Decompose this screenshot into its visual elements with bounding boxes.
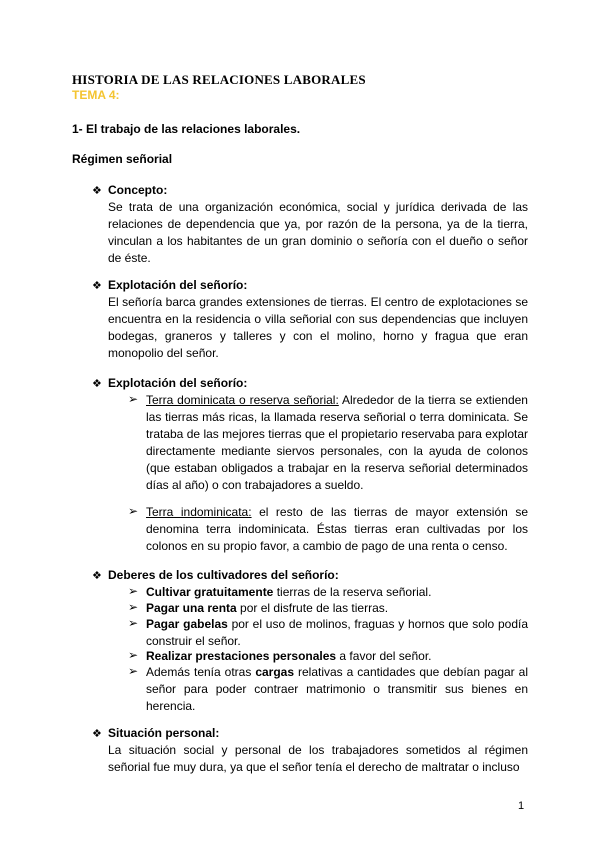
explotacion-text: El señoría barca grandes extensiones de tierras. El centro de explotaciones se encuentra en la residencia o villa señorial con sus dependencias que incluyen bodegas, graneros y talleres y con el molino, horno y fragua que eran monopolio del señor. [108, 295, 528, 360]
diamond-bullet-icon: ❖ [92, 378, 102, 390]
deber-bold: Realizar prestaciones personales [146, 649, 337, 663]
deber-text: relativas a cantidades que debían pagar al señor para poder contraer matrimonio o transmitir sus bienes en herencia. [146, 665, 528, 713]
deber-text: a favor del señor. [336, 649, 432, 663]
terra-dominicata-text: Alrededor de la tierra se extienden las tierras más ricas, la llamada reserva señorial o terra dominicata. Se trataba de las mejores tierras que el propietario reservaba para explotar directamente mediante siervos personales, con la ayuda de colonos (que estaban obligados a trabajar en la reserva señorial determinados días al año) o con trabajadores a sueldo. [146, 393, 528, 492]
deber-text: por el uso de molinos, fraguas y hornos que solo podía construir el señor. [146, 617, 528, 648]
deber-bold: Pagar una renta [146, 601, 237, 615]
document-title: HISTORIA DE LAS RELACIONES LABORALES [72, 72, 366, 87]
deber-bold: cargas [255, 665, 295, 679]
concepto-text: Se trata de una organización económica, social y jurídica derivada de las relaciones de dependencia que ya, por razón de la persona, ya de la tierra, vinculan a los habitantes de un gran dominio o señoría con el dueño o señor de éste. [108, 200, 528, 265]
page-number: 1 [518, 800, 525, 812]
arrow-bullet-icon: ➢ [128, 600, 139, 614]
arrow-bullet-icon: ➢ [128, 664, 139, 678]
situacion-text: La situación social y personal de los trabajadores sometidos al régimen señorial fue muy dura, ya que el señor tenía el derecho de maltratar o incluso [108, 743, 528, 774]
deber-item [146, 584, 528, 601]
concepto-heading: Concepto: [108, 183, 168, 197]
arrow-bullet-icon: ➢ [128, 584, 139, 598]
diamond-bullet-icon: ❖ [92, 570, 102, 582]
diamond-bullet-icon: ❖ [92, 185, 102, 197]
deberes-heading: Deberes de los cultivadores del señorío: [108, 568, 339, 582]
arrow-bullet-icon: ➢ [128, 392, 139, 406]
terra-indominicata-item [146, 504, 528, 555]
tema-label: TEMA 4: [72, 88, 120, 102]
terra-indominicata-term: Terra indominicata: [146, 505, 252, 519]
subsection-heading: Régimen señorial [72, 152, 173, 166]
terra-indominicata-text: el resto de las tierras de mayor extensión se denomina terra indominicata. Éstas tierras eran cultivadas por los colonos en su propio favor, a cambio de pago de una renta o censo. [146, 505, 528, 553]
deber-text: Además tenía otras [146, 665, 256, 679]
deber-item [146, 664, 528, 715]
deber-item [146, 648, 528, 665]
terra-dominicata-term: Terra dominicata o reserva señorial: [146, 393, 339, 407]
arrow-bullet-icon: ➢ [128, 504, 139, 518]
deber-item [146, 600, 528, 617]
terra-dominicata-item [146, 392, 528, 494]
deber-bold: Cultivar gratuitamente [146, 585, 274, 599]
section-heading: 1- El trabajo de las relaciones laborales. [72, 122, 301, 136]
diamond-bullet-icon: ❖ [92, 728, 102, 740]
situacion-heading: Situación personal: [108, 726, 220, 740]
deber-text: tierras de la reserva señorial. [273, 585, 432, 599]
deber-text: por el disfrute de las tierras. [236, 601, 389, 615]
explotacion-heading-2: Explotación del señorío: [108, 376, 248, 390]
explotacion-heading: Explotación del señorío: [108, 278, 248, 292]
diamond-bullet-icon: ❖ [92, 280, 102, 292]
deber-item [146, 616, 528, 650]
arrow-bullet-icon: ➢ [128, 616, 139, 630]
arrow-bullet-icon: ➢ [128, 648, 139, 662]
deber-bold: Pagar gabelas [146, 617, 228, 631]
